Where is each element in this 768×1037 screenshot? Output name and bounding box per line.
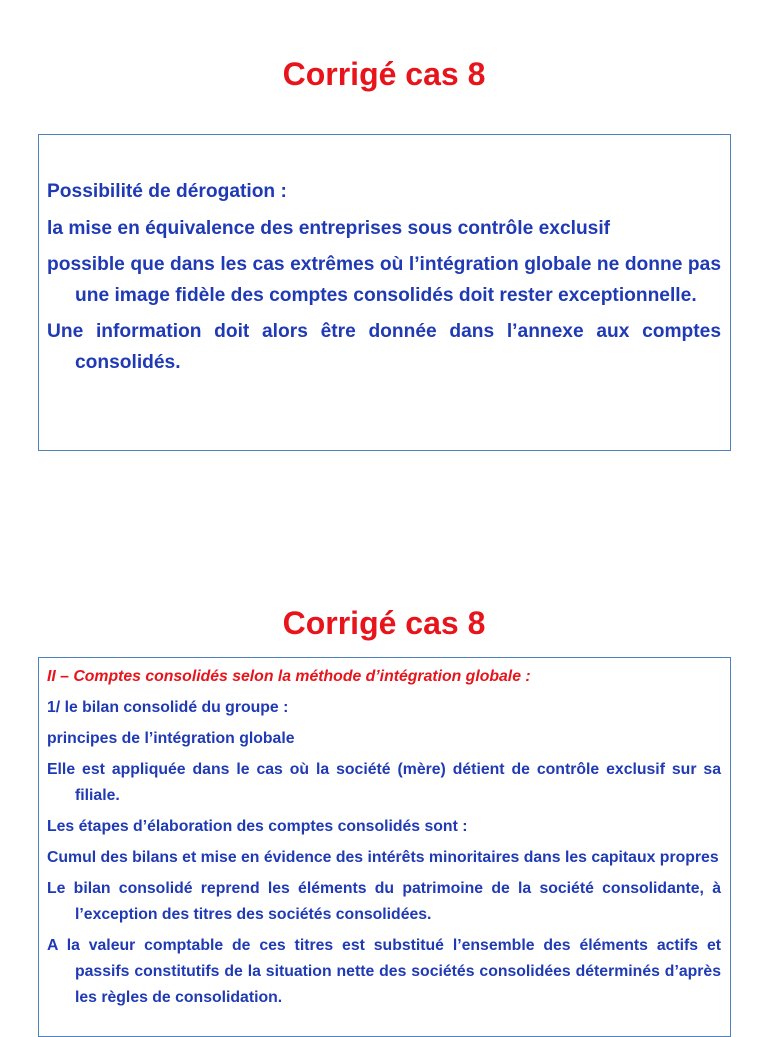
box-paragraph: principes de l’intégration globale — [47, 730, 295, 747]
box-paragraph: Le bilan consolidé reprend les éléments du patrimoine de la société consolidante, à l’exception des titres des sociétés consolidées. — [47, 880, 721, 923]
box-paragraph: A la valeur comptable de ces titres est substitué l’ensemble des éléments actifs et passifs constitutifs de la situation nette des sociétés consolidées déterminés d’après les règles de consolidation. — [47, 937, 721, 1006]
slide-title: Corrigé cas 8 — [282, 56, 486, 92]
box-paragraph: Elle est appliquée dans le cas où la société (mère) détient de contrôle exclusif sur sa filiale. — [47, 761, 721, 804]
content-box — [38, 657, 731, 1037]
box-paragraph: Cumul des bilans et mise en évidence des intérêts minoritaires dans les capitaux propres — [47, 849, 719, 866]
box-paragraph: Possibilité de dérogation : — [47, 181, 287, 202]
box-paragraph: la mise en équivalence des entreprises sous contrôle exclusif — [47, 217, 611, 239]
box-paragraph: Une information doit alors être donnée dans l’annexe aux comptes consolidés. — [47, 321, 721, 373]
content-box — [38, 134, 731, 451]
section-heading: II – Comptes consolidés selon la méthode d’intégration globale : — [47, 668, 531, 685]
box-paragraph: Les étapes d’élaboration des comptes consolidés sont : — [47, 818, 468, 835]
box-paragraph: 1/ le bilan consolidé du groupe : — [47, 699, 289, 716]
box-paragraph: possible que dans les cas extrêmes où l’intégration globale ne donne pas une image fidèle des comptes consolidés doit rester exceptionnelle. — [47, 254, 721, 306]
slide-title: Corrigé cas 8 — [282, 605, 486, 641]
